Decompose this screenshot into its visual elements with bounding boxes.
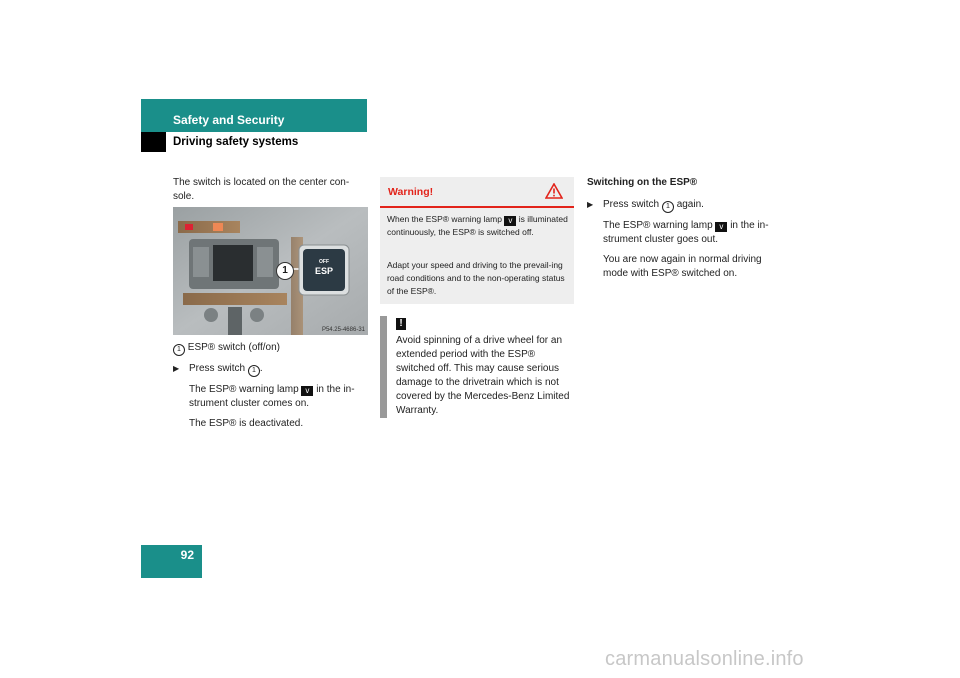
- page-number: 92: [180, 548, 194, 562]
- warning-divider: [380, 206, 574, 208]
- section-title: Safety and Security: [173, 113, 285, 127]
- result-lamp-on: The ESP® warning lamp v in the in-strument cluster comes on.: [189, 384, 355, 409]
- callout-number: 1: [276, 262, 294, 280]
- switching-on-heading: Switching on the ESP®: [587, 177, 698, 188]
- subsection-title: Driving safety systems: [173, 136, 299, 148]
- notice-exclamation-icon: !: [396, 318, 406, 330]
- result-normal-mode: You are now again in normal driving mode with ESP® switched on.: [603, 254, 762, 279]
- result-deactivated: The ESP® is deactivated.: [189, 418, 304, 429]
- arrow-icon: ▶: [587, 200, 594, 209]
- right-column: [587, 176, 787, 287]
- section-tab-marker: [141, 132, 166, 152]
- photo-code: P54.25-4686-31: [321, 327, 365, 333]
- notice-bar: [380, 316, 387, 418]
- left-column: [173, 176, 368, 210]
- warning-triangle-icon: [545, 183, 563, 199]
- left-column-text: [173, 341, 368, 437]
- intro-text: The switch is located on the center con-sole.: [173, 177, 350, 202]
- step-press-switch: ▶ Press switch 1 .: [173, 362, 368, 377]
- esp-warning-lamp-icon: v: [301, 386, 313, 396]
- warning-text-2: Adapt your speed and driving to the prevail-ing road conditions and to the non-operating status of the ESP®.: [387, 260, 565, 296]
- photo-caption: 1 ESP® switch (off/on): [173, 341, 368, 356]
- esp-warning-lamp-icon: v: [715, 222, 727, 232]
- arrow-icon: ▶: [173, 364, 180, 373]
- center-console-photo: [173, 207, 368, 335]
- esp-warning-lamp-icon: v: [504, 216, 516, 226]
- caption-number: 1: [173, 344, 185, 356]
- warning-title: Warning!: [388, 186, 434, 198]
- result-lamp-out: The ESP® warning lamp v in the in-strument cluster goes out.: [603, 220, 769, 245]
- notice-text: Avoid spinning of a drive wheel for an extended period with the ESP® switched off. This may cause serious damage to the drivetrain which is not covered by the Mercedes-Benz Limited Warranty.: [396, 335, 570, 416]
- step-press-switch-again: ▶ Press switch 1 again.: [587, 198, 787, 213]
- switch-off-label: OFF: [319, 259, 329, 265]
- switch-esp-label: ESP: [314, 266, 333, 276]
- warning-text-1: When the ESP® warning lamp v is illuminated continuously, the ESP® is switched off.: [387, 214, 568, 237]
- watermark: carmanualsonline.info: [605, 648, 804, 670]
